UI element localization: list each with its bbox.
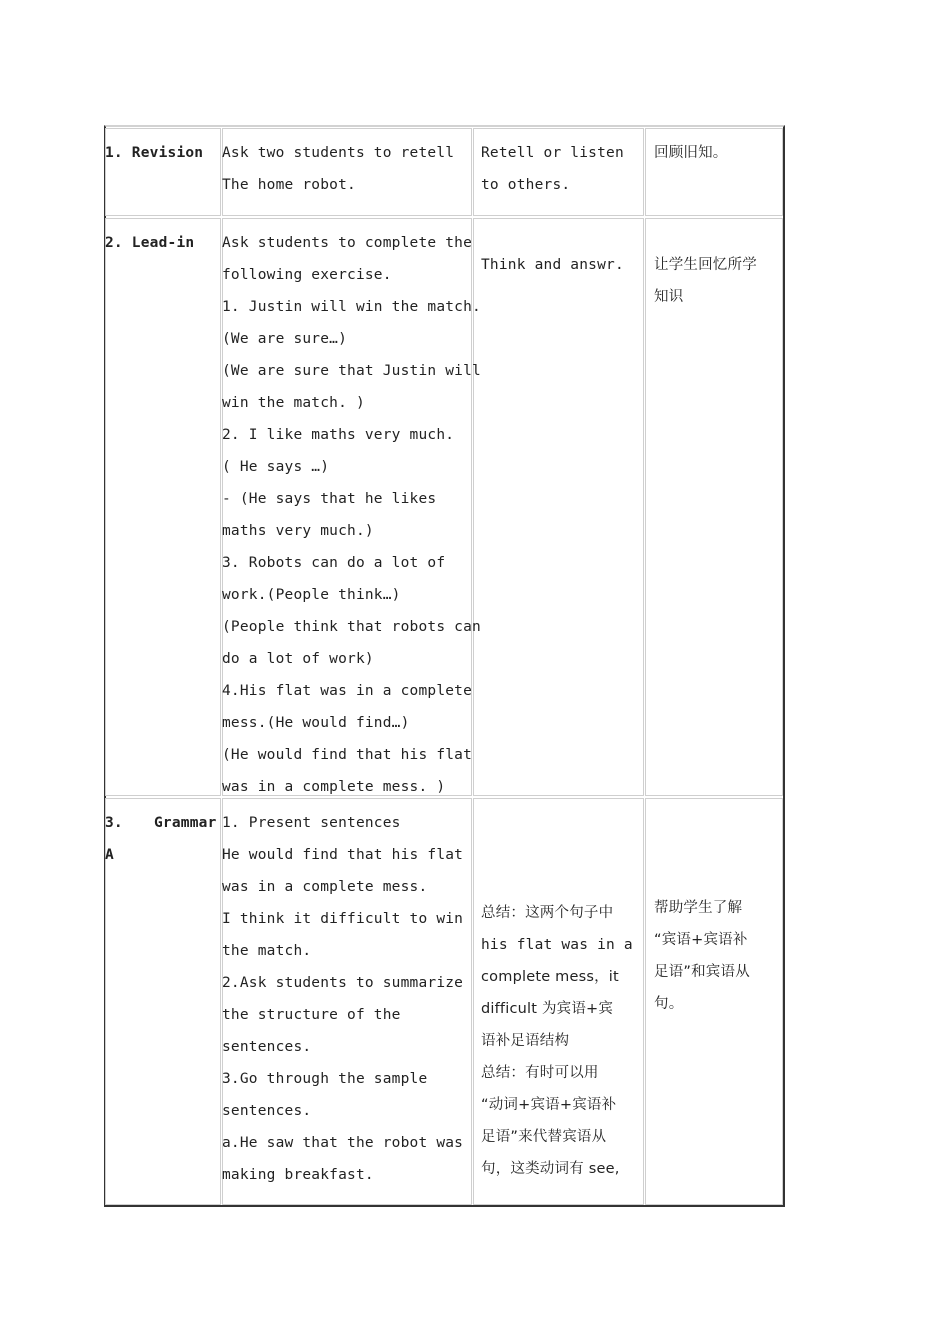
- row2-teacher-line: mess.(He would find…): [222, 715, 410, 731]
- row1-purpose-line: 回顾旧知。: [654, 145, 728, 161]
- row3-student-line: “动词+宾语+宾语补: [481, 1097, 617, 1113]
- row2-teacher-line: - (He says that he likes: [222, 491, 437, 507]
- row1-teacher-line: The home robot.: [222, 177, 356, 193]
- row3-teacher-line: the structure of the: [222, 1007, 401, 1023]
- row2-teacher-line: (We are sure that Justin will: [222, 363, 481, 379]
- row3-student-line: 总结：这两个句子中: [481, 905, 614, 921]
- row3-student-line: 总结：有时可以用: [481, 1065, 599, 1081]
- row3-step-cell: [105, 798, 221, 1205]
- row2-purpose-line: 让学生回忆所学: [654, 257, 757, 273]
- row2-teacher-line: 2. I like maths very much.: [222, 427, 455, 443]
- row3-purpose-line: 帮助学生了解: [654, 900, 743, 916]
- row3-student-line: complete mess，it: [481, 969, 619, 985]
- row1-student-line: to others.: [481, 177, 571, 193]
- row3-teacher-line: was in a complete mess.: [222, 879, 428, 895]
- row3-teacher-line: sentences.: [222, 1039, 312, 1055]
- row3-teacher-line: sentences.: [222, 1103, 312, 1119]
- row2-teacher-line: work.(People think…): [222, 587, 401, 603]
- row2-teacher-line: win the match. ): [222, 395, 365, 411]
- row3-step-number: 3.: [105, 815, 123, 831]
- row2-teacher-line: (He would find that his flat: [222, 747, 473, 763]
- row1-step-label: 1. Revision: [105, 145, 204, 161]
- row2-teacher-line: Ask students to complete the: [222, 235, 473, 251]
- row3-student-line: 句，这类动词有 see,: [481, 1161, 620, 1177]
- row2-teacher-line: (We are sure…): [222, 331, 348, 347]
- row3-teacher-line: making breakfast.: [222, 1167, 374, 1183]
- row3-purpose-line: “宾语+宾语补: [654, 932, 748, 948]
- row2-teacher-line: (People think that robots can: [222, 619, 481, 635]
- row2-teacher-line: 4.His flat was in a complete: [222, 683, 473, 699]
- row3-teacher-line: 1. Present sentences: [222, 815, 401, 831]
- row1-student-line: Retell or listen: [481, 145, 624, 161]
- row3-teacher-line: a.He saw that the robot was: [222, 1135, 464, 1151]
- row3-student-line: difficult 为宾语+宾: [481, 1001, 614, 1017]
- row2-teacher-line: was in a complete mess. ): [222, 779, 446, 795]
- row2-teacher-line: ( He says …): [222, 459, 330, 475]
- row2-teacher-line: maths very much.): [222, 523, 374, 539]
- row2-step-label: 2. Lead-in: [105, 235, 195, 251]
- row2-student-line: Think and answr.: [481, 257, 624, 273]
- row3-step-suffix: A: [105, 847, 114, 863]
- row2-student-cell: [473, 218, 644, 796]
- row3-purpose-line: 足语”和宾语从: [654, 964, 750, 980]
- row2-teacher-line: 3. Robots can do a lot of: [222, 555, 446, 571]
- row3-teacher-line: the match.: [222, 943, 312, 959]
- row3-student-line: 语补足语结构: [481, 1033, 570, 1049]
- row3-step-title: Grammar: [154, 815, 217, 831]
- row3-teacher-line: I think it difficult to win: [222, 911, 464, 927]
- row3-student-line: his flat was in a: [481, 937, 633, 953]
- row2-teacher-line: following exercise.: [222, 267, 392, 283]
- row3-teacher-line: 2.Ask students to summarize: [222, 975, 464, 991]
- row3-teacher-line: He would find that his flat: [222, 847, 464, 863]
- row2-teacher-line: do a lot of work): [222, 651, 374, 667]
- row3-purpose-line: 句。: [654, 996, 684, 1012]
- row1-teacher-line: Ask two students to retell: [222, 145, 455, 161]
- row3-student-line: 足语”来代替宾语从: [481, 1129, 607, 1145]
- row2-step-cell: [105, 218, 221, 796]
- row2-purpose-line: 知识: [654, 289, 684, 305]
- row2-teacher-line: 1. Justin will win the match.: [222, 299, 481, 315]
- row3-teacher-line: 3.Go through the sample: [222, 1071, 428, 1087]
